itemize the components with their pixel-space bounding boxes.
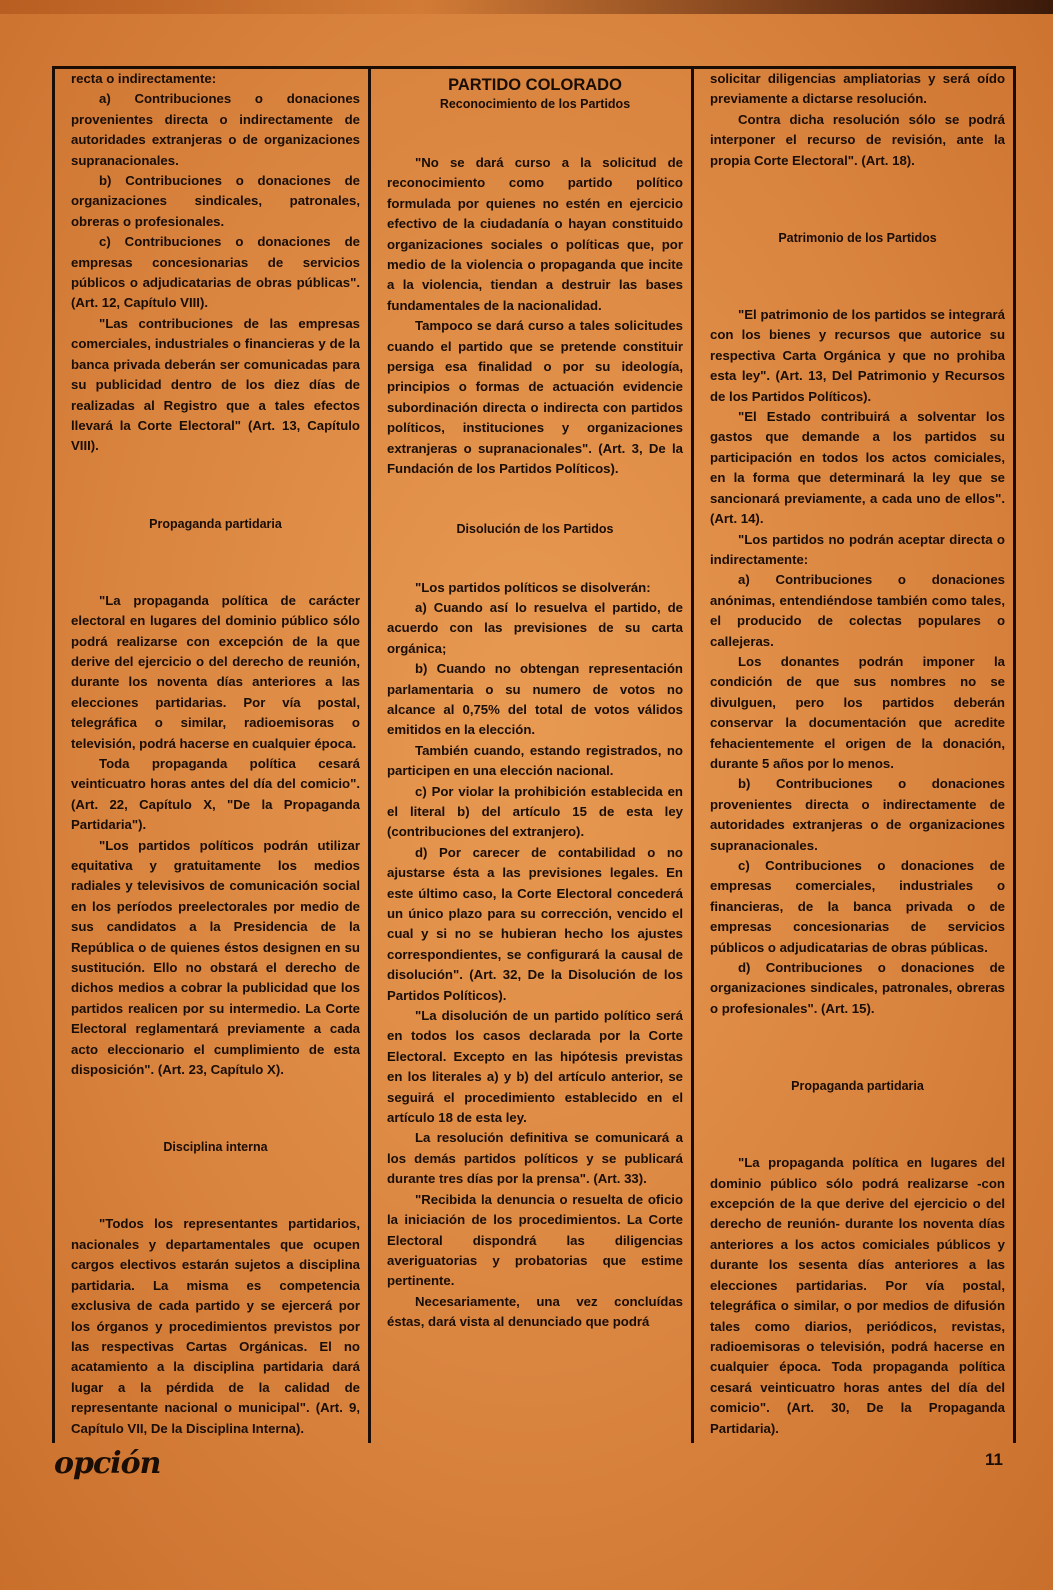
spacer — [710, 1095, 1005, 1153]
paragraph: "La propaganda política en lugares del dominio público sólo podrá realizarse -con excepción de la que derive del ejercicio o del derecho de reunión- durante los noventa días anteriores a los actos comiciales públicos y durante los sesenta días anteriores a las elecciones partidarias. Por vía postal, telegráfica o similar, o por medios de difusión tales como diarios, periódicos, revistas, radioemisoras o televisión, podrá hacerse en cualquier época. Toda propaganda política cesará veinticuatro horas antes del día del comicio". (Art. 30, De la Propaganda Partidaria). — [710, 1155, 1005, 1436]
paragraph: a) Contribuciones o donaciones provenientes directa o indirectamente de autoridades extranjeras o de organizaciones supranacionales. — [71, 91, 360, 168]
column-3 — [694, 69, 1016, 1443]
magazine-logo: opción — [54, 1446, 161, 1481]
paragraph: c) Por violar la prohibición establecida en el literal b) del artículo 15 de esta ley (contribuciones del extranjero). — [387, 783, 683, 840]
paragraph: "Los partidos no podrán aceptar directa o indirectamente: — [710, 531, 1005, 567]
paragraph: También cuando, estando registrados, no participen en una elección nacional. — [387, 742, 683, 779]
paragraph: d) Contribuciones o donaciones de organizaciones sindicales, patronales, obreras o profesionales". (Art. 15). — [710, 960, 1005, 1016]
spacer — [387, 113, 683, 153]
spacer — [71, 1156, 360, 1214]
paragraph: Toda propaganda política cesará veinticuatro horas antes del día del comicio". (Art. 22, Capítulo X, "De la Propaganda Partidaria"). — [71, 755, 360, 833]
paragraph: La resolución definitiva se comunicará a los demás partidos políticos y se publicará durante tres días por la prensa". (Art. 33). — [387, 1130, 683, 1187]
section-heading: Disolución de los Partidos — [456, 521, 614, 536]
column-1 — [52, 69, 371, 1443]
section-heading: Patrimonio de los Partidos — [778, 231, 937, 246]
section-heading: Propaganda partidaria — [791, 1079, 924, 1094]
spacer — [71, 533, 360, 591]
paragraph: "Las contribuciones de las empresas comerciales, industriales o financieras y de la banca privada deberán ser comunicadas para su publicidad dentro de los diez días de realizadas al Registro que a tales efectos llevará la Corte Electoral" (Art. 13, Capítulo VIII). — [71, 315, 360, 454]
paragraph: solicitar diligencias ampliatorias y será oído previamente a dictarse resolución. — [710, 71, 1005, 107]
spacer — [387, 480, 683, 520]
paragraph: a) Cuando así lo resuelva el partido, de acuerdo con las previsiones de su carta orgánica; — [387, 599, 683, 656]
paragraph: Los donantes podrán imponer la condición de que sus nombres no se divulguen, pero los partidos deberán conservar la documentación que acredite fehacientemente el origen de la donación, durante 5 años por lo menos. — [710, 653, 1005, 771]
paragraph: c) Contribuciones o donaciones de empresas concesionarias de servicios públicos o adjudicatarias de obras públicas". (Art. 12, Capítulo VIII). — [71, 234, 360, 311]
column-title: PARTIDO COLORADO — [448, 76, 622, 94]
paragraph: Tampoco se dará curso a tales solicitudes cuando el partido que se pretende constituir persiga esa finalidad o por su ideología, principios o formas de actuación evidencie subordinación directa o indirecta con partidos políticos, instituciones y organizaciones extranjeras o supranacionales". (Art. 3, De la Fundación de los Partidos Políticos). — [387, 318, 683, 477]
paragraph: b) Contribuciones o donaciones de organizaciones sindicales, patronales, obreras o profesionales. — [71, 173, 360, 229]
paragraph: d) Por carecer de contabilidad o no ajustarse ésta a las previsiones legales. En este último caso, la Corte Electoral concederá un único plazo para su corrección, vencido el cual y si no se hubieran hecho los ajustes correspondientes, se configurará la causal de disolución". (Art. 32, De la Disolución de los Partidos Políticos). — [387, 844, 683, 1003]
paragraph: b) Cuando no obtengan representación parlamentaria o su numero de votos no alcance al 0,75% del total de votos válidos emitidos en la elección. — [387, 661, 683, 738]
paragraph: "El Estado contribuirá a solventar los gastos que demande a los partidos su participación en todos los actos comiciales, en la forma que determinará la ley que se sancionará previamente, a cada uno de ellos". (Art. 14). — [710, 409, 1005, 527]
page-number: 11 — [985, 1450, 1003, 1469]
paragraph: "Recibida la denuncia o resuelta de oficio la iniciación de los procedimientos. La Corte Electoral dispondrá las diligencias averiguatorias y probatorias que estime pertinente. — [387, 1191, 683, 1289]
page-top-edge — [0, 0, 1053, 14]
paragraph: "El patrimonio de los partidos se integrará con los bienes y recursos que autorice su respectiva Carta Orgánica y que no prohiba esta ley". (Art. 13, Del Patrimonio y Recursos de los Partidos Políticos). — [710, 307, 1005, 404]
paragraph: "Todos los representantes partidarios, nacionales y departamentales que ocupen cargos electivos estarán sujetos a disciplina partidaria. La misma es competencia exclusiva de cada partido y se ejercerá por los órganos y procedimientos previstos por las respectivas Cartas Orgánicas. El no acatamiento a la disciplina partidaria dará lugar a la pérdida de la calidad de representante nacional o municipal". (Art. 9, Capítulo VII, De la Disciplina Interna). — [71, 1216, 360, 1436]
spacer — [71, 457, 360, 515]
paragraph: "No se dará curso a la solicitud de reconocimiento como partido político formulada por quienes no estén en ejercicio efectivo de la ciudadanía o hayan constituido organizaciones sociales o políticas que, por medio de la violencia o propaganda que incite a la violencia, tiendan a destruir las bases fundamentales de la nacionalidad. — [387, 155, 683, 313]
spacer — [710, 247, 1005, 305]
column-2 — [371, 69, 694, 1443]
paragraph: "Los partidos políticos se disolverán: — [415, 579, 651, 595]
section-heading: Disciplina interna — [163, 1140, 268, 1155]
paragraph: "La propaganda política de carácter electoral en lugares del dominio público sólo podrá realizarse con excepción de la que derive del ejercicio o del derecho de reunión, durante los noventa días anteriores a las elecciones partidarias. Por vía postal, telegráfica o similar, radioemisoras o televisión, podrá hacerse en cualquier época. — [71, 592, 360, 751]
paragraph: a) Contribuciones o donaciones anónimas, entendiéndose también como tales, el producido de colectas populares o callejeras. — [710, 572, 1005, 649]
article-frame — [52, 66, 1016, 1443]
paragraph: "La disolución de un partido político será en todos los casos declarada por la Corte Electoral. Excepto en las hipótesis previstas en los literales a) y b) del artículo anterior, se seguirá el procedimiento establecido en el artículo 18 de esta ley. — [387, 1008, 683, 1126]
paragraph: Contra dicha resolución sólo se podrá interponer el recurso de revisión, ante la propia Corte Electoral". (Art. 18). — [710, 111, 1005, 168]
section-heading: Propaganda partidaria — [149, 516, 282, 531]
paragraph: Necesariamente, una vez concluídas éstas, dará vista al denunciado que podrá — [387, 1293, 683, 1330]
paragraph: b) Contribuciones o donaciones provenientes directa o indirectamente de autoridades extranjeras o de organizaciones supranacionales. — [710, 776, 1005, 853]
spacer — [71, 1080, 360, 1138]
column-subtitle: Reconocimiento de los Partidos — [439, 97, 631, 111]
spacer — [387, 538, 683, 578]
spacer — [710, 171, 1005, 229]
spacer — [710, 1019, 1005, 1077]
paragraph: "Los partidos políticos podrán utilizar equitativa y gratuitamente los medios radiales y televisivos de comunicación social en los períodos preelectorales por medio de sus candidatos a la Presidencia de la República o de quienes éstos designen en su sustitución. Ello no obstará el derecho de dichos medios a cobrar la publicidad que los partidos realicen por su intermedio. La Corte Electoral reglamentará previamente a cada acto eleccionario el cumplimiento de esta disposición". (Art. 23, Capítulo X). — [71, 837, 360, 1078]
paragraph: recta o indirectamente: — [71, 71, 217, 86]
paragraph: c) Contribuciones o donaciones de empresas comerciales, industriales o financieras, de la banca privada o de empresas concesionarias de servicios públicos o adjudicatarias de obras públicas. — [710, 858, 1005, 955]
